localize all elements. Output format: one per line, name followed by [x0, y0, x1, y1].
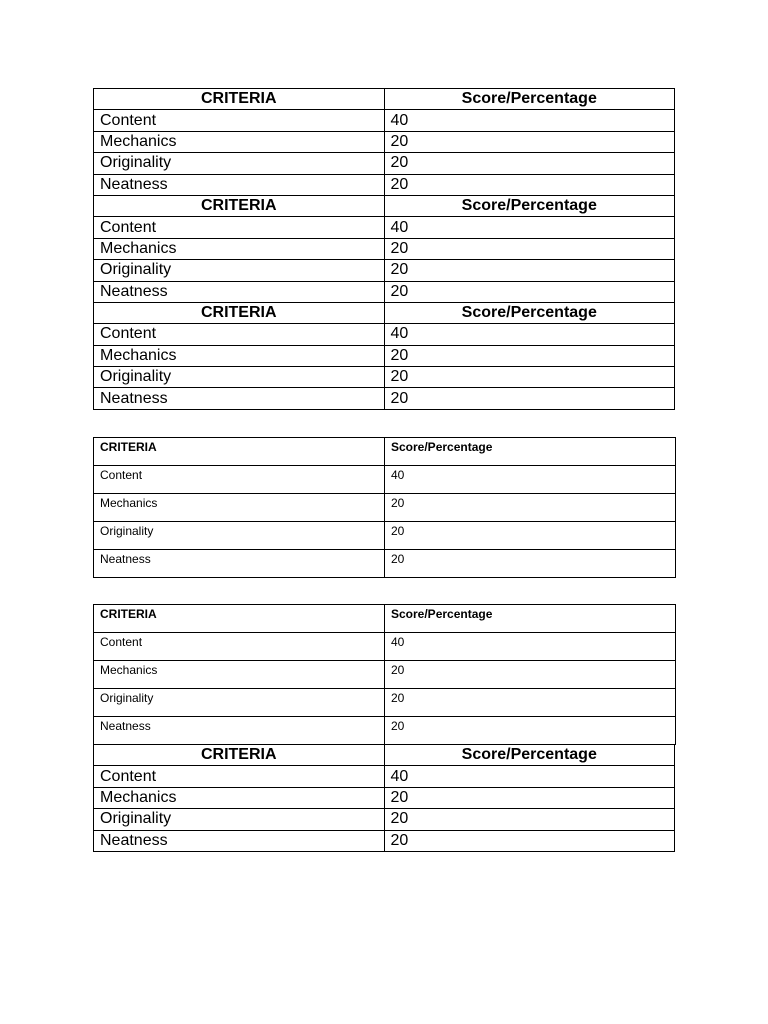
- score-cell: 20: [384, 809, 675, 830]
- table-header-row: [94, 302, 675, 323]
- criteria-header: CRITERIA: [94, 605, 385, 633]
- table-row: [94, 260, 675, 281]
- table-row: [94, 131, 675, 152]
- table-row: [94, 633, 676, 661]
- criteria-cell: Neatness: [94, 174, 385, 195]
- criteria-cell: Mechanics: [94, 787, 385, 808]
- criteria-cell: Content: [94, 110, 385, 131]
- score-header: Score/Percentage: [384, 302, 675, 323]
- criteria-header: CRITERIA: [94, 89, 385, 110]
- criteria-header: CRITERIA: [94, 195, 385, 216]
- score-cell: 20: [384, 238, 675, 259]
- score-cell: 40: [384, 217, 675, 238]
- criteria-cell: Neatness: [94, 388, 385, 409]
- score-cell: 20: [384, 367, 675, 388]
- score-cell: 40: [384, 766, 675, 787]
- criteria-cell: Neatness: [94, 281, 385, 302]
- table-header-row: [94, 195, 675, 216]
- criteria-cell: Neatness: [94, 717, 385, 745]
- score-cell: 40: [384, 110, 675, 131]
- table-row: [94, 345, 675, 366]
- score-header: Score/Percentage: [384, 745, 675, 766]
- score-cell: 20: [385, 689, 676, 717]
- criteria-cell: Originality: [94, 260, 385, 281]
- criteria-cell: Originality: [94, 153, 385, 174]
- score-cell: 20: [384, 281, 675, 302]
- criteria-cell: Mechanics: [94, 238, 385, 259]
- score-header: Score/Percentage: [385, 438, 676, 466]
- table-row: [94, 110, 675, 131]
- criteria-cell: Content: [94, 466, 385, 494]
- table-row: [94, 809, 675, 830]
- score-header: Score/Percentage: [384, 89, 675, 110]
- score-cell: 40: [385, 633, 676, 661]
- table-row: [94, 550, 676, 578]
- criteria-cell: Neatness: [94, 550, 385, 578]
- table-header-row: [94, 89, 675, 110]
- table-row: [94, 324, 675, 345]
- criteria-header: CRITERIA: [94, 302, 385, 323]
- table-row: [94, 217, 675, 238]
- table-row: [94, 522, 676, 550]
- table-row: [94, 281, 675, 302]
- score-cell: 40: [385, 466, 676, 494]
- table-row: [94, 388, 675, 409]
- table-row: [94, 661, 676, 689]
- table-row: [94, 787, 675, 808]
- criteria-header: CRITERIA: [94, 438, 385, 466]
- score-cell: 20: [384, 174, 675, 195]
- score-cell: 40: [384, 324, 675, 345]
- criteria-cell: Mechanics: [94, 345, 385, 366]
- table-header-row: [94, 745, 675, 766]
- criteria-table-3: [93, 604, 676, 745]
- score-cell: 20: [384, 830, 675, 851]
- table-row: [94, 766, 675, 787]
- score-header: Score/Percentage: [384, 195, 675, 216]
- score-header: Score/Percentage: [385, 605, 676, 633]
- table-row: [94, 494, 676, 522]
- criteria-header: CRITERIA: [94, 745, 385, 766]
- score-cell: 20: [384, 787, 675, 808]
- table-row: [94, 689, 676, 717]
- score-cell: 20: [385, 550, 676, 578]
- table-row: [94, 466, 676, 494]
- criteria-table-1: [93, 88, 675, 410]
- table-row: [94, 238, 675, 259]
- score-cell: 20: [384, 153, 675, 174]
- criteria-cell: Originality: [94, 689, 385, 717]
- table-header-row: [94, 605, 676, 633]
- table-header-row: [94, 438, 676, 466]
- criteria-cell: Content: [94, 217, 385, 238]
- criteria-cell: Mechanics: [94, 494, 385, 522]
- table-row: [94, 367, 675, 388]
- score-cell: 20: [385, 522, 676, 550]
- criteria-cell: Neatness: [94, 830, 385, 851]
- score-cell: 20: [384, 260, 675, 281]
- criteria-table-4: [93, 744, 675, 852]
- score-cell: 20: [385, 717, 676, 745]
- score-cell: 20: [384, 131, 675, 152]
- score-cell: 20: [385, 494, 676, 522]
- criteria-cell: Originality: [94, 809, 385, 830]
- criteria-cell: Mechanics: [94, 661, 385, 689]
- table-row: [94, 717, 676, 745]
- score-cell: 20: [384, 388, 675, 409]
- score-cell: 20: [385, 661, 676, 689]
- criteria-table-2: [93, 437, 676, 578]
- table-row: [94, 830, 675, 851]
- criteria-cell: Originality: [94, 367, 385, 388]
- criteria-cell: Mechanics: [94, 131, 385, 152]
- criteria-cell: Content: [94, 766, 385, 787]
- score-cell: 20: [384, 345, 675, 366]
- criteria-cell: Content: [94, 324, 385, 345]
- table-row: [94, 174, 675, 195]
- table-row: [94, 153, 675, 174]
- criteria-cell: Originality: [94, 522, 385, 550]
- criteria-cell: Content: [94, 633, 385, 661]
